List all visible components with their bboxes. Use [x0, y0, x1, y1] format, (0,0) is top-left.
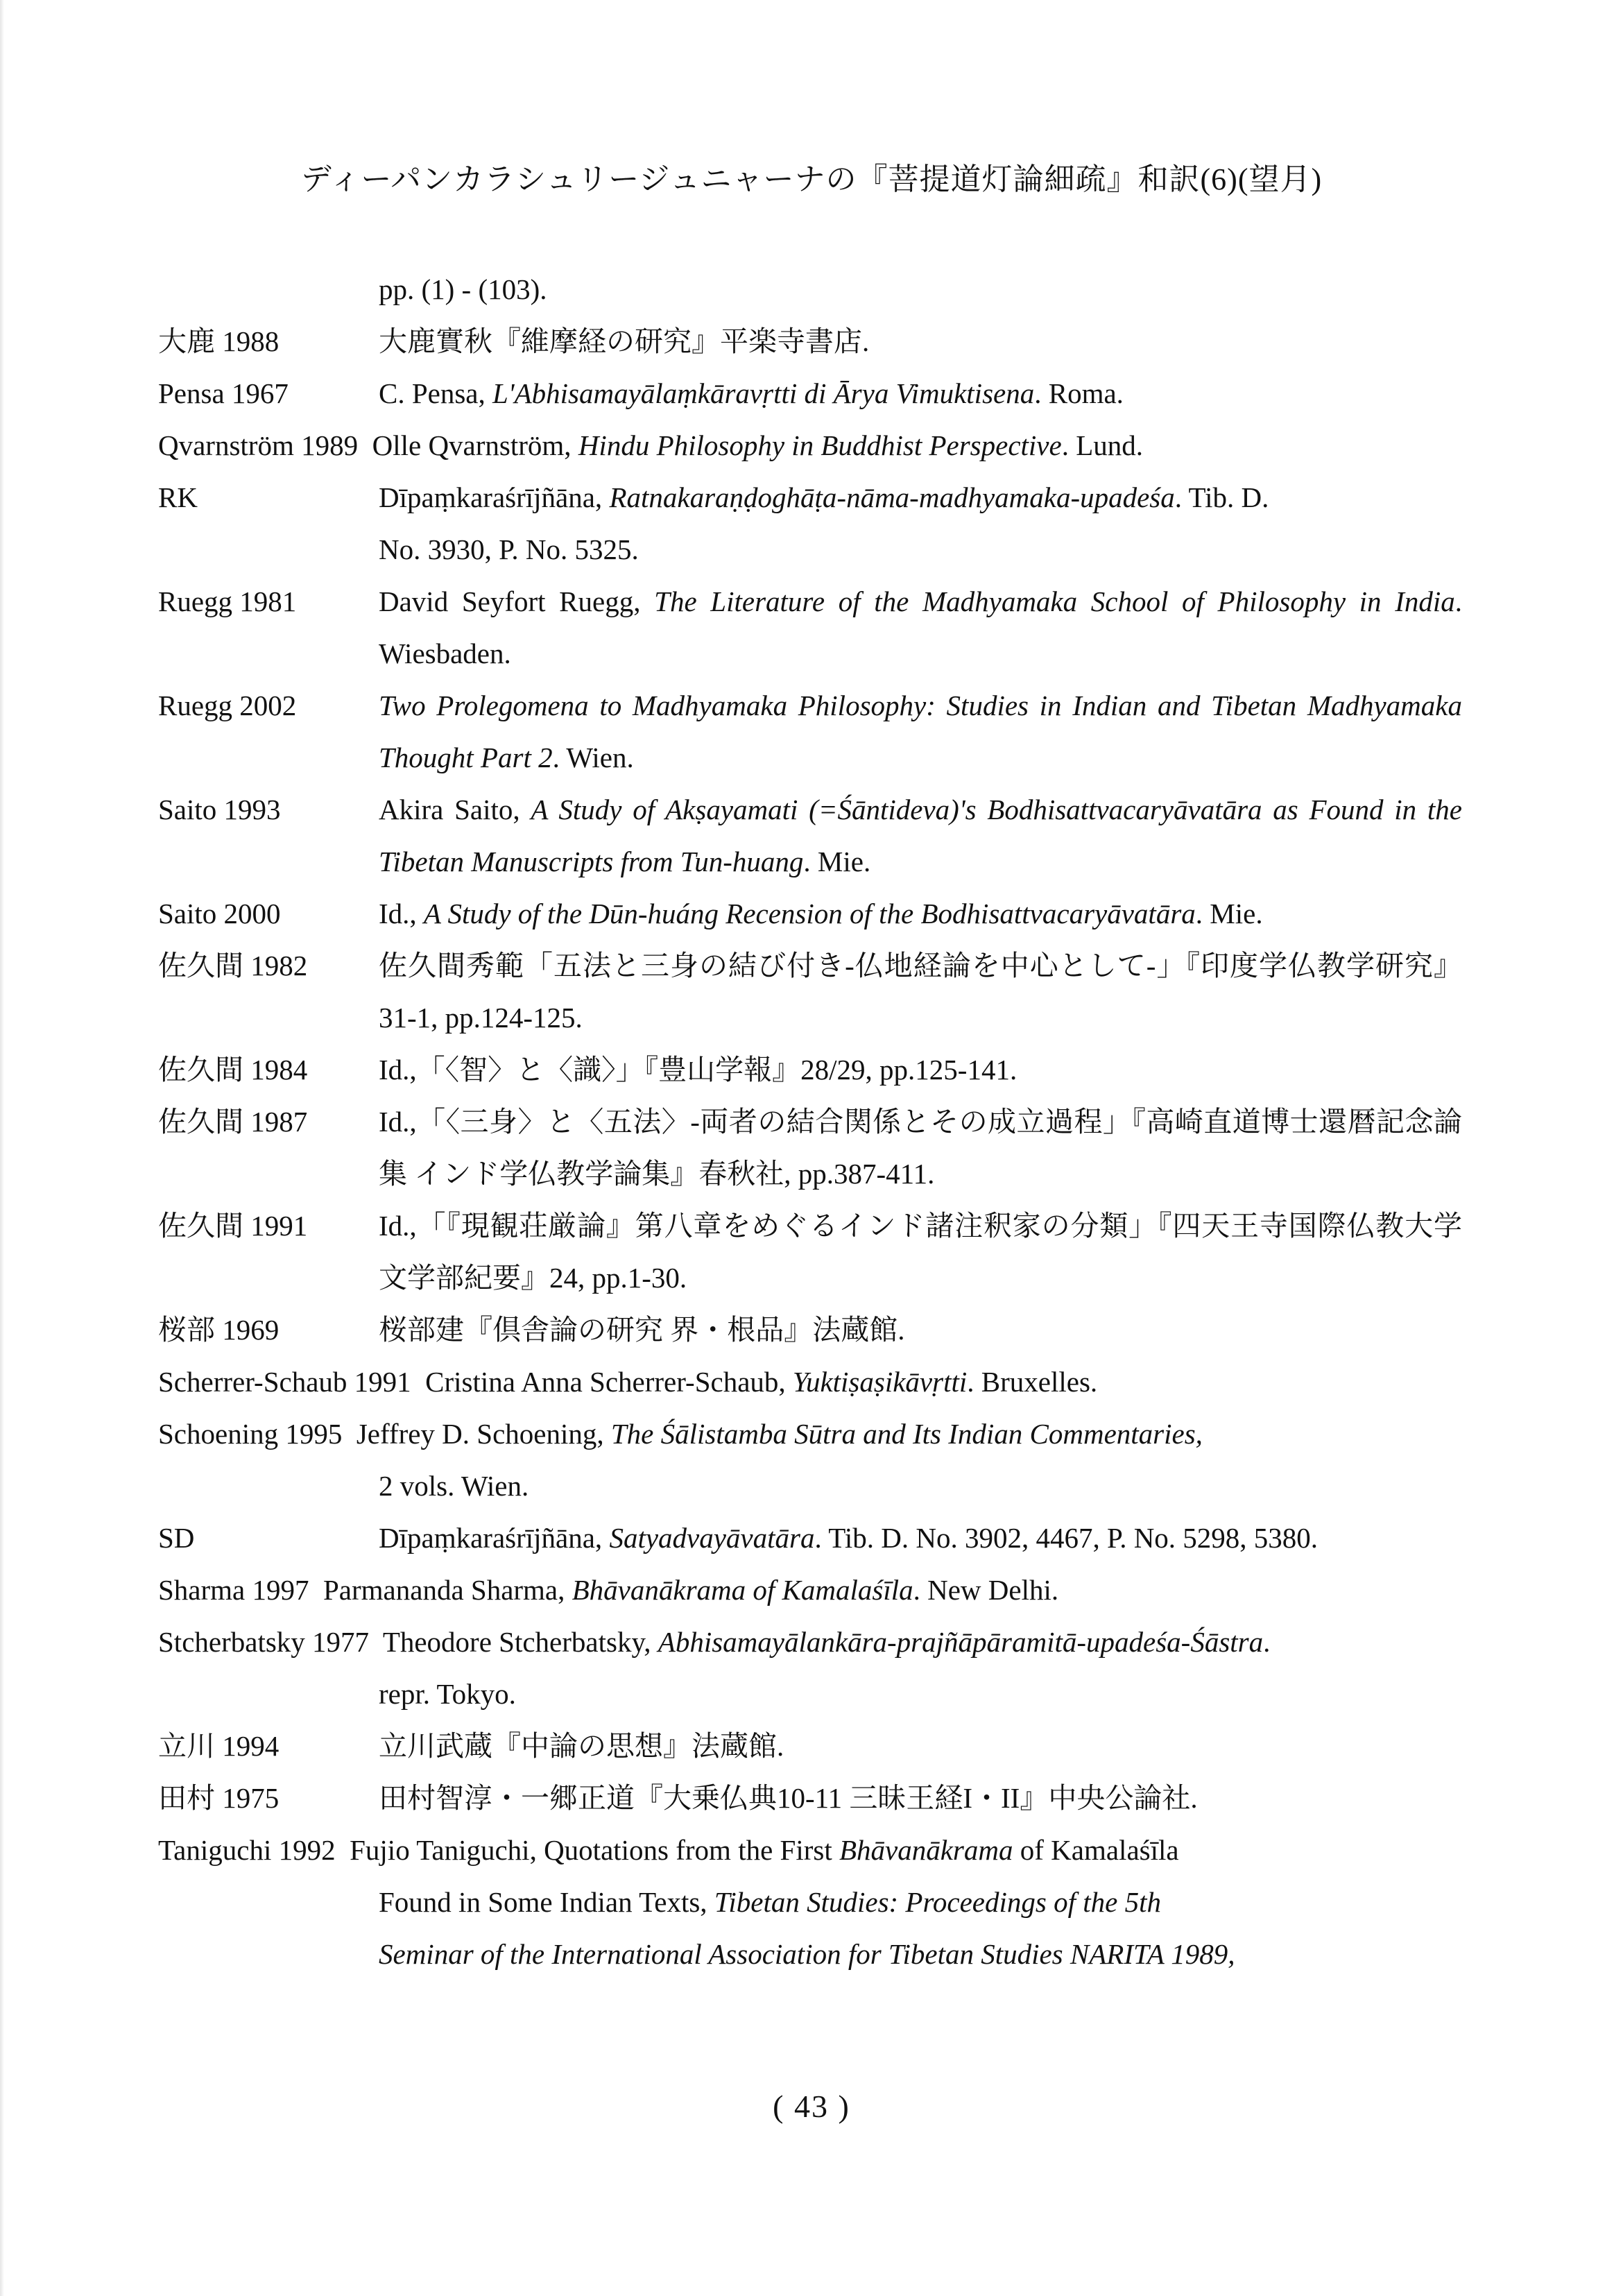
bib-text	[379, 888, 1462, 940]
bib-text	[379, 576, 1462, 680]
text-run: 桜部建『倶舎論の研究 界・根品』法蔵館.	[379, 1314, 905, 1346]
text-run: 立川武蔵『中論の思想』法蔵館.	[379, 1730, 784, 1762]
text-run: . Lund.	[1061, 429, 1143, 461]
bib-text	[379, 1512, 1462, 1564]
bib-key: Scherrer-Schaub 1991	[158, 1366, 411, 1398]
bib-key: 立川 1994	[158, 1730, 280, 1762]
bib-key: Ruegg 2002	[158, 689, 297, 721]
bib-text	[425, 1366, 1097, 1398]
bib-text	[379, 680, 1462, 784]
text-run: . Wiesbaden.	[379, 585, 1462, 669]
bib-entry-saito-1993	[158, 784, 1462, 888]
scan-edge	[0, 0, 4, 2296]
text-run: Id.,「『現観荘厳論』第八章をめぐるインド諸注釈家の分類」『四天王寺国際仏教大学文学部紀要』24, pp.1-30.	[379, 1210, 1462, 1294]
bib-entry-ruegg-1981	[158, 576, 1462, 680]
text-run: . Wien.	[552, 742, 634, 773]
text-run: 田村智淳・一郷正道『大乗仏典10-11 三昧王経I・II』中央公論社.	[379, 1782, 1198, 1814]
bib-text	[379, 368, 1462, 420]
text-run: 大鹿實秋『維摩経の研究』平楽寺書店.	[379, 325, 870, 357]
text-run: . New Delhi.	[913, 1574, 1059, 1606]
bib-key: 田村 1975	[158, 1782, 280, 1814]
bib-entry-tamura-1975	[158, 1772, 1462, 1824]
text-run: Id.,「〈三身〉と〈五法〉-両者の結合関係とその成立過程」『高崎直道博士還暦記念論集 インド学仏教学論集』春秋社, pp.387-411.	[379, 1106, 1462, 1190]
bib-entry-rk	[158, 472, 1462, 576]
bib-entry-taniguchi-1992	[158, 1824, 1462, 1980]
continuation-text: pp. (1) - (103).	[379, 273, 547, 305]
bib-text-line-2: No. 3930, P. No. 5325.	[379, 533, 639, 565]
text-run: Id.,	[379, 898, 424, 929]
italic-title-run: L'Abhisamayālaṃkāravṛtti di Ārya Vimuktisena	[492, 377, 1035, 409]
bib-text	[379, 940, 1462, 1044]
bib-text-line-1	[379, 472, 1462, 524]
bib-text-line-3	[158, 1928, 1462, 1980]
bib-entry-sakurabe-1969	[158, 1304, 1462, 1356]
text-run: Cristina Anna Scherrer-Schaub,	[425, 1366, 793, 1398]
bib-text	[379, 316, 1462, 368]
text-run: 佐久間秀範「五法と三身の結び付き-仏地経論を中心として-」『印度学仏教学研究』31-1, pp.124-125.	[379, 950, 1462, 1034]
italic-title-run: Bhāvanākrama of Kamalaśīla	[572, 1574, 913, 1606]
text-run: Akira Saito,	[379, 794, 531, 825]
italic-title-run: Yuktiṣaṣikāvṛtti	[792, 1366, 968, 1398]
text-run: of Kamalaśīla	[1013, 1834, 1179, 1866]
italic-title-run: Satyadvayāvatāra	[609, 1522, 815, 1554]
bib-key: Qvarnström 1989	[158, 429, 359, 461]
bib-entry-saito-2000	[158, 888, 1462, 940]
text-run: . Tib. D. No. 3902, 4467, P. No. 5298, 5380.	[814, 1522, 1319, 1554]
text-run: C. Pensa,	[379, 377, 492, 409]
text-run: . Tib. D.	[1174, 481, 1269, 513]
bib-key: 桜部 1969	[158, 1314, 280, 1346]
bibliography	[158, 264, 1462, 1980]
bib-text-line-2: 2 vols. Wien.	[379, 1470, 529, 1502]
italic-title-run: Abhisamayālankāra-prajñāpāramitā-upadeśa-Śāstra	[658, 1626, 1264, 1658]
bib-text	[379, 1200, 1462, 1304]
bib-text-line-1	[350, 1834, 1178, 1866]
text-run: Olle Qvarnström,	[372, 429, 578, 461]
bib-entry-scherrer-schaub-1991	[158, 1356, 1462, 1408]
bib-key: Sharma 1997	[158, 1574, 309, 1606]
text-run: Dīpaṃkaraśrījñāna,	[379, 1522, 610, 1554]
bib-key: 佐久間 1984	[158, 1054, 308, 1086]
bib-entry-sharma-1997	[158, 1564, 1462, 1616]
bib-key: Saito 2000	[158, 898, 281, 929]
bib-key: Saito 1993	[158, 794, 281, 825]
bib-text	[379, 1720, 1462, 1772]
text-run: . Roma.	[1034, 377, 1124, 409]
italic-title-run: A Study of Akṣayamati (=Śāntideva)'s Bodhisattvacaryāvatāra as Found in the Tibetan Manuscripts from Tun-huang	[379, 794, 1462, 877]
bib-key: Stcherbatsky 1977	[158, 1626, 370, 1658]
bib-key: Schoening 1995	[158, 1418, 343, 1450]
italic-title-run: Ratnakaraṇḍoghāṭa-nāma-madhyamaka-upadeśa	[609, 481, 1175, 513]
bib-text-line-1	[357, 1418, 1203, 1450]
bib-key: 佐久間 1982	[158, 950, 308, 982]
bib-entry-schoening-1995	[158, 1408, 1462, 1512]
italic-title-run: The Śālistamba Sūtra and Its Indian Commentaries,	[610, 1418, 1203, 1450]
running-head: ディーパンカラシュリージュニャーナの『菩提道灯論細疏』和訳(6)(望月)	[300, 162, 1323, 196]
bib-key: RK	[158, 481, 198, 513]
text-run: . Mie.	[803, 846, 871, 877]
italic-title-run: Seminar of the International Association for Tibetan Studies NARITA 1989,	[379, 1938, 1235, 1970]
bib-entry-stcherbatsky-1977	[158, 1616, 1462, 1720]
bib-key: 大鹿 1988	[158, 325, 280, 357]
bib-text-line-1	[383, 1626, 1271, 1658]
bib-text	[379, 1044, 1462, 1096]
bib-key: Taniguchi 1992	[158, 1834, 336, 1866]
text-run: David Seyfort Ruegg,	[379, 585, 655, 617]
bib-key: SD	[158, 1522, 195, 1554]
italic-title-run: Tibetan Studies: Proceedings of the 5th	[714, 1886, 1161, 1918]
page-number: ( 43 )	[773, 2089, 850, 2124]
bib-text	[379, 1772, 1462, 1824]
bib-entry-ooka-1988	[158, 316, 1462, 368]
text-run: Parmananda Sharma,	[323, 1574, 572, 1606]
italic-title-run: Bhāvanākrama	[839, 1834, 1013, 1866]
italic-title-run: A Study of the Dūn-huáng Recension of the Bodhisattvacaryāvatāra	[423, 898, 1196, 929]
italic-title-run: The Literature of the Madhyamaka School of Philosophy in India	[654, 585, 1455, 617]
bib-key: 佐久間 1991	[158, 1210, 308, 1242]
bib-entry-sakuma-1982	[158, 940, 1462, 1044]
bib-text	[372, 429, 1143, 461]
bib-entry-ruegg-2002	[158, 680, 1462, 784]
continuation-line	[158, 264, 1462, 316]
bib-text	[379, 1304, 1462, 1356]
text-run: Fujio Taniguchi, Quotations from the First	[350, 1834, 839, 1866]
text-run: . Mie.	[1195, 898, 1263, 929]
bib-text-line-2	[158, 1876, 1462, 1928]
bib-entry-sakuma-1984	[158, 1044, 1462, 1096]
bib-entry-qvarnstrom-1989	[158, 420, 1462, 472]
bib-text-line-2: repr. Tokyo.	[379, 1678, 516, 1710]
bib-key: Pensa 1967	[158, 377, 289, 409]
text-run: . Bruxelles.	[967, 1366, 1098, 1398]
text-run: Jeffrey D. Schoening,	[356, 1418, 611, 1450]
italic-title-run: Hindu Philosophy in Buddhist Perspective	[578, 429, 1062, 461]
bib-entry-sakuma-1991	[158, 1200, 1462, 1304]
bib-key: 佐久間 1987	[158, 1106, 308, 1138]
bib-entry-sakuma-1987	[158, 1096, 1462, 1200]
bib-text	[323, 1574, 1058, 1606]
bib-entry-pensa-1967	[158, 368, 1462, 420]
text-run: Theodore Stcherbatsky,	[382, 1626, 658, 1658]
text-run: Dīpaṃkaraśrījñāna,	[379, 481, 610, 513]
bib-text	[379, 1096, 1462, 1200]
text-run: Id.,「〈智〉と〈識〉」『豊山学報』28/29, pp.125-141.	[379, 1054, 1017, 1086]
bib-text	[379, 784, 1462, 888]
text-run: Found in Some Indian Texts,	[379, 1886, 714, 1918]
bib-entry-tachikawa-1994	[158, 1720, 1462, 1772]
italic-title-run: Two Prolegomena to Madhyamaka Philosophy: Studies in Indian and Tibetan Madhyamaka Thought Part 2	[379, 689, 1462, 773]
bib-entry-sd	[158, 1512, 1462, 1564]
text-run: .	[1263, 1626, 1271, 1658]
bib-key: Ruegg 1981	[158, 585, 297, 617]
